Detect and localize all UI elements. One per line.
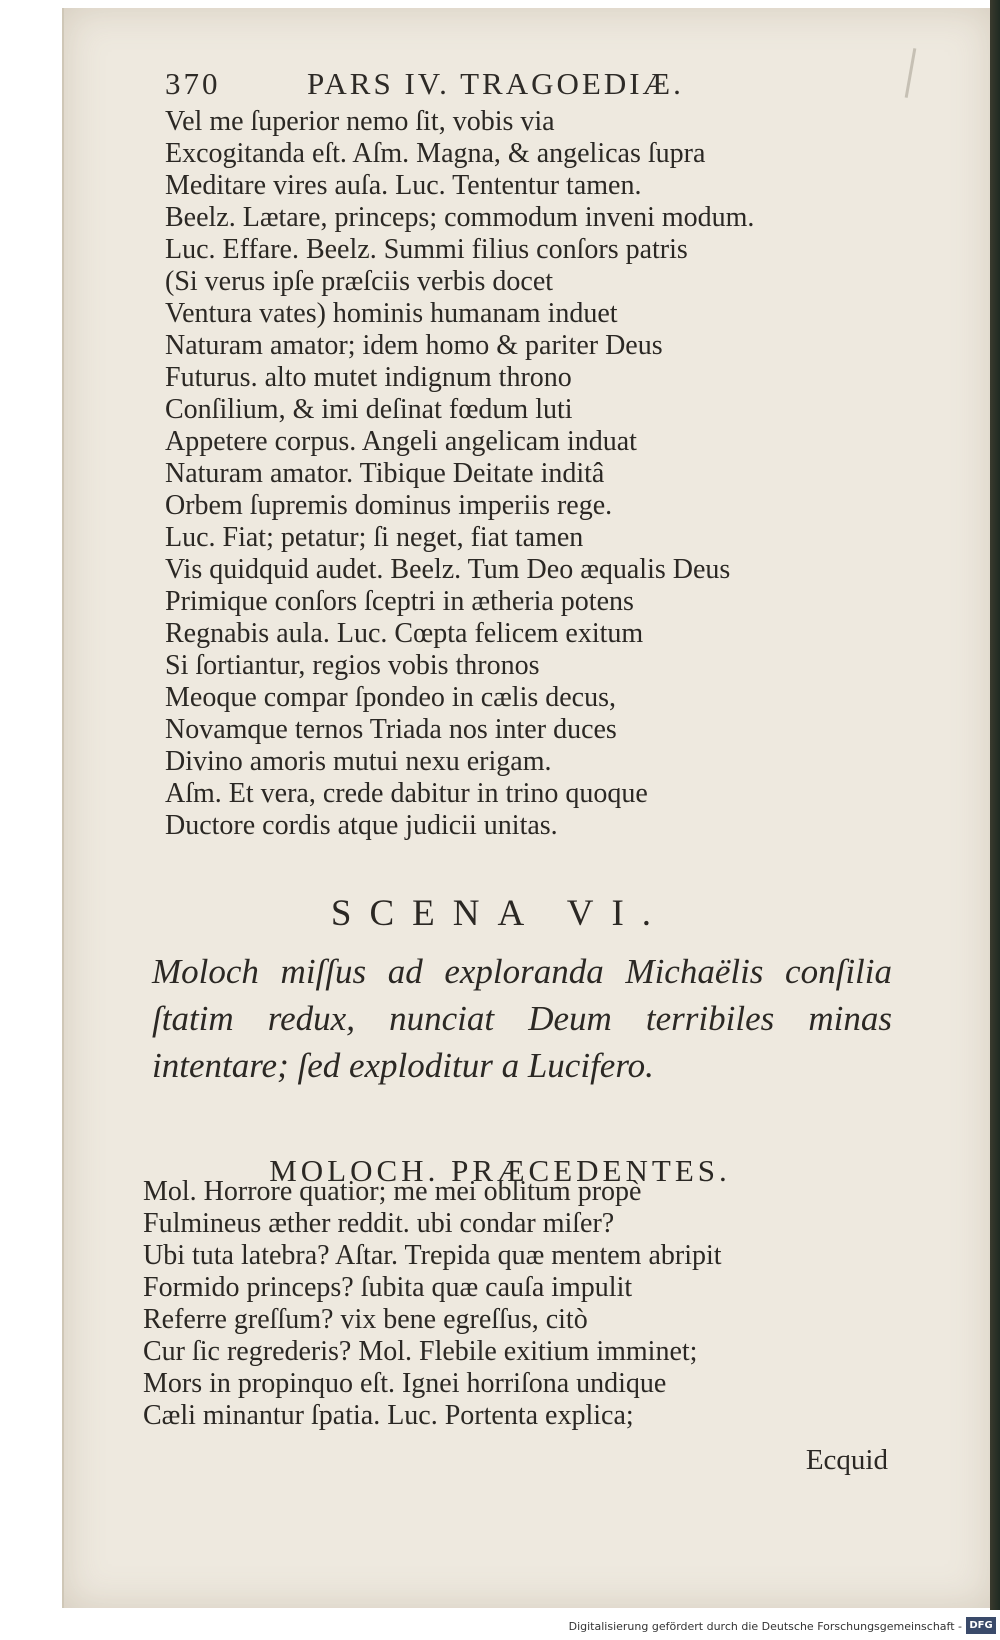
- digitization-footer: [0, 1612, 1000, 1640]
- verse-line: Beelz. Lætare, princeps; commodum inveni modum.: [165, 202, 755, 233]
- scene-title: SCENA VI.: [330, 893, 670, 934]
- verse-line: Conſilium, & imi deſinat fœdum luti: [165, 394, 573, 425]
- verse-line: Luc. Effare. Beelz. Summi filius conſors patris: [165, 234, 688, 265]
- running-title: PARS IV. TRAGOEDIÆ.: [307, 66, 684, 101]
- verse-line: Formido princeps? ſubita quæ cauſa impulit: [143, 1272, 633, 1303]
- verse-line: Ductore cordis atque judicii unitas.: [165, 810, 558, 841]
- verse-line: Vel me ſuperior nemo ſit, vobis via: [165, 106, 555, 137]
- verse-line: Referre greſſum? vix bene egreſſus, citò: [143, 1304, 588, 1335]
- verse-line: Meditare vires auſa. Luc. Tententur tamen.: [165, 170, 642, 201]
- verse-line: Appetere corpus. Angeli angelicam induat: [165, 426, 637, 457]
- verse-line: Fulmineus æther reddit. ubi condar miſer?: [143, 1208, 615, 1239]
- verse-line: (Si verus ipſe præſciis verbis docet: [165, 266, 554, 297]
- footer-credit: Digitalisierung gefördert durch die Deutsche Forschungsgemeinschaft -: [568, 1620, 962, 1633]
- verse-line: Primique conſors ſceptri in ætheria potens: [165, 586, 634, 617]
- verse-line: Meoque compar ſpondeo in cælis decus,: [165, 682, 617, 713]
- verse-line: Naturam amator; idem homo & pariter Deus: [165, 330, 663, 361]
- verse-line: Si ſortiantur, regios vobis thronos: [165, 650, 540, 681]
- verse-line: Orbem ſupremis dominus imperiis rege.: [165, 490, 613, 521]
- verse-line: Excogitanda eſt. Aſm. Magna, & angelicas ſupra: [165, 138, 706, 169]
- page-number: 370: [165, 66, 221, 101]
- running-header: [165, 66, 765, 106]
- scan-edge: [990, 0, 1000, 1610]
- verse-line: Regnabis aula. Luc. Cœpta felicem exitum: [165, 618, 644, 649]
- scene-argument: Moloch miſſus ad exploranda Michaëlis conſilia ſtatim redux, nunciat Deum terribiles minas intentare; ſed exploditur a Lucifero.: [152, 952, 892, 1085]
- verse-line: Ubi tuta latebra? Aſtar. Trepida quæ mentem abripit: [143, 1240, 722, 1271]
- verse-line: Luc. Fiat; petatur; ſi neget, fiat tamen: [165, 522, 584, 553]
- verse-line: Mol. Horrore quatior; me mei oblitum propè: [143, 1176, 642, 1207]
- page-mark: [905, 48, 917, 98]
- dfg-logo[interactable]: DFG: [966, 1617, 996, 1634]
- verse-line: Cæli minantur ſpatia. Luc. Portenta explica;: [143, 1400, 634, 1431]
- scan-margin: [0, 0, 62, 1610]
- verse-line: Naturam amator. Tibique Deitate inditâ: [165, 458, 605, 489]
- verse-line: Futurus. alto mutet indignum throno: [165, 362, 572, 393]
- verse-line: Vis quidquid audet. Beelz. Tum Deo æqualis Deus: [165, 554, 731, 585]
- scene-speakers: MOLOCH. PRÆCEDENTES.: [269, 1153, 731, 1188]
- verse-line: Aſm. Et vera, crede dabitur in trino quoque: [165, 778, 648, 809]
- verse-line: Divino amoris mutui nexu erigam.: [165, 746, 552, 777]
- verse-line: Cur ſic regrederis? Mol. Flebile exitium imminet;: [143, 1336, 698, 1367]
- verse-line: Mors in propinquo eſt. Ignei horriſona undique: [143, 1368, 667, 1399]
- catchword: Ecquid: [805, 1444, 888, 1476]
- verse-line: Ventura vates) hominis humanam induet: [165, 298, 618, 329]
- verse-line: Novamque ternos Triada nos inter duces: [165, 714, 617, 745]
